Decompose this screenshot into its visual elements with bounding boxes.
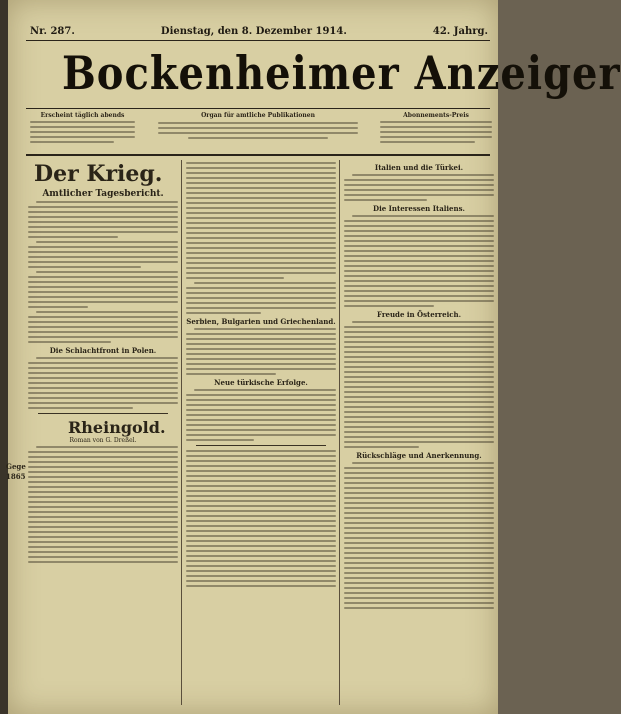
volume-year: 42. Jahrg. [432, 26, 488, 37]
info-box-center [158, 112, 358, 142]
article-continued-text [186, 162, 336, 314]
book-binding [0, 0, 8, 714]
info-left-title: Erscheint täglich abends [40, 112, 125, 119]
masthead-title: Bockenheimer Anzeiger [62, 46, 621, 101]
article-serbia-text [186, 328, 336, 375]
article-misc-text [344, 462, 494, 609]
margin-note-2: 1865 [6, 472, 26, 481]
info-center-title: Organ für amtliche Publikationen [201, 112, 315, 119]
section-serbia: Serbien, Bulgarien und Griechenland. [186, 317, 336, 326]
info-center-text [158, 122, 358, 139]
margin-note-1: Gege [6, 462, 26, 471]
article-polish-front-text [28, 357, 178, 409]
feuilleton-continued-text [186, 450, 336, 587]
feuilleton-text [28, 446, 178, 563]
section-misc: Rückschläge und Anerkennung. [356, 451, 482, 460]
section-turkey: Neue türkische Erfolge. [214, 378, 308, 387]
section-austria: Freude in Österreich. [376, 310, 462, 319]
column-divider-2 [339, 160, 340, 705]
subheadline-report: Amtlicher Tagesbericht. [42, 189, 164, 199]
section-italy-turkey: Italien und die Türkei. [374, 163, 464, 172]
article-italy-turkey-text [344, 174, 494, 201]
feuilleton-rule [38, 413, 168, 414]
feuilleton-rule-2 [196, 445, 326, 446]
article-turkey-text [186, 389, 336, 441]
feuilleton-title: Rheingold. [68, 418, 166, 437]
column-1 [28, 160, 178, 705]
info-rule [26, 154, 490, 156]
section-polish-front: Die Schlachtfront in Polen. [49, 346, 157, 355]
masthead-rule [26, 108, 490, 109]
feuilleton-author: Roman von G. Dreßel. [69, 437, 137, 444]
newspaper-page [6, 0, 621, 714]
info-right-title: Abonnements-Preis [403, 112, 469, 119]
column-3 [344, 160, 494, 705]
header-line [30, 26, 488, 37]
article-italy-interests-text [344, 215, 494, 307]
article-report-text [28, 201, 178, 343]
article-austria-text [344, 321, 494, 448]
info-box-right [380, 112, 492, 146]
column-2 [186, 160, 336, 705]
info-left-text [30, 121, 135, 143]
column-divider-1 [181, 160, 182, 705]
info-box-left [30, 112, 135, 146]
section-italy-interests: Die Interessen Italiens. [373, 204, 465, 213]
issue-number: Nr. 287. [30, 26, 75, 37]
issue-date: Dienstag, den 8. Dezember 1914. [160, 26, 347, 37]
info-right-text [380, 121, 492, 143]
headline-war: Der Krieg. [34, 161, 163, 187]
